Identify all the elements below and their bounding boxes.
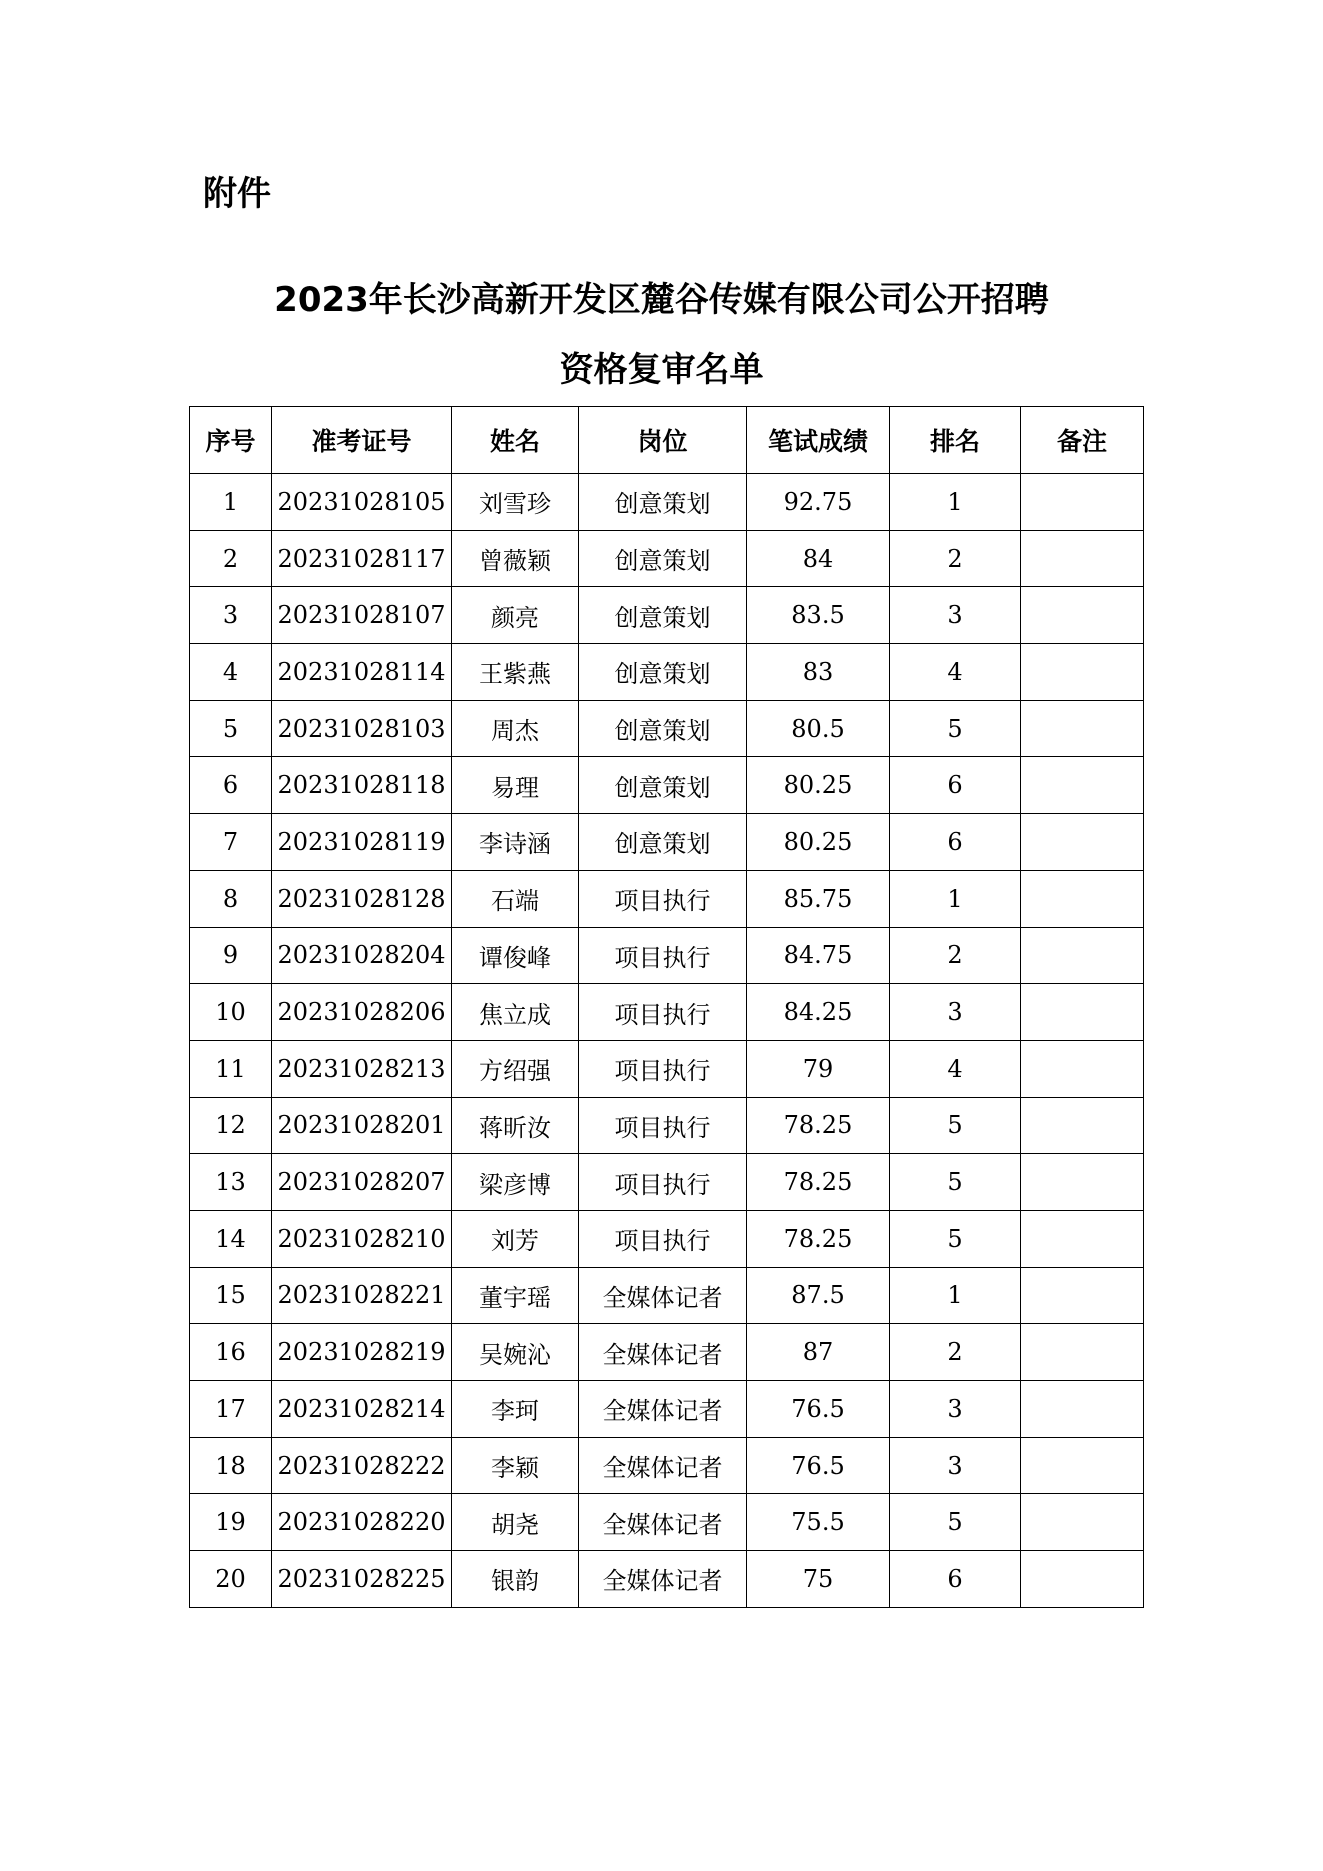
cell-seq: 18	[190, 1437, 272, 1494]
cell-exam-id: 20231028219	[272, 1324, 452, 1381]
table-row	[190, 644, 1144, 701]
table-row	[190, 984, 1144, 1041]
cell-score: 84.25	[747, 984, 890, 1041]
cell-name: 方绍强	[452, 1040, 579, 1097]
cell-note	[1021, 1040, 1144, 1097]
cell-name: 刘雪珍	[452, 474, 579, 531]
cell-exam-id: 20231028222	[272, 1437, 452, 1494]
cell-name: 周杰	[452, 700, 579, 757]
cell-score: 78.25	[747, 1097, 890, 1154]
cell-post: 项目执行	[579, 984, 747, 1041]
cell-seq: 2	[190, 530, 272, 587]
cell-score: 83.5	[747, 587, 890, 644]
cell-seq: 3	[190, 587, 272, 644]
cell-note	[1021, 1210, 1144, 1267]
cell-exam-id: 20231028105	[272, 474, 452, 531]
cell-seq: 6	[190, 757, 272, 814]
cell-exam-id: 20231028221	[272, 1267, 452, 1324]
column-header-score: 笔试成绩	[747, 407, 890, 474]
cell-seq: 12	[190, 1097, 272, 1154]
cell-exam-id: 20231028128	[272, 870, 452, 927]
table-row	[190, 530, 1144, 587]
document-subtitle: 资格复审名单	[559, 350, 764, 390]
cell-exam-id: 20231028220	[272, 1494, 452, 1551]
cell-note	[1021, 644, 1144, 701]
table-header-row	[190, 407, 1144, 474]
cell-rank: 6	[890, 1551, 1021, 1608]
cell-name: 李颖	[452, 1437, 579, 1494]
cell-score: 92.75	[747, 474, 890, 531]
column-header-name: 姓名	[452, 407, 579, 474]
cell-name: 谭俊峰	[452, 927, 579, 984]
cell-score: 80.25	[747, 814, 890, 871]
cell-rank: 5	[890, 1154, 1021, 1211]
cell-exam-id: 20231028114	[272, 644, 452, 701]
cell-exam-id: 20231028117	[272, 530, 452, 587]
cell-seq: 14	[190, 1210, 272, 1267]
table-row	[190, 1267, 1144, 1324]
cell-note	[1021, 1494, 1144, 1551]
cell-seq: 9	[190, 927, 272, 984]
cell-exam-id: 20231028207	[272, 1154, 452, 1211]
attachment-label: 附件	[203, 174, 271, 214]
cell-note	[1021, 1437, 1144, 1494]
cell-exam-id: 20231028201	[272, 1097, 452, 1154]
cell-note	[1021, 1381, 1144, 1438]
document-title: 2023年长沙高新开发区麓谷传媒有限公司公开招聘	[274, 280, 1049, 320]
cell-name: 王紫燕	[452, 644, 579, 701]
column-header-rank: 排名	[890, 407, 1021, 474]
table-row	[190, 1494, 1144, 1551]
cell-rank: 1	[890, 870, 1021, 927]
cell-rank: 1	[890, 1267, 1021, 1324]
cell-score: 84	[747, 530, 890, 587]
cell-note	[1021, 587, 1144, 644]
cell-note	[1021, 870, 1144, 927]
table-row	[190, 700, 1144, 757]
cell-name: 颜亮	[452, 587, 579, 644]
cell-score: 85.75	[747, 870, 890, 927]
table-row	[190, 814, 1144, 871]
cell-note	[1021, 757, 1144, 814]
cell-rank: 4	[890, 1040, 1021, 1097]
cell-name: 易理	[452, 757, 579, 814]
cell-seq: 11	[190, 1040, 272, 1097]
cell-exam-id: 20231028206	[272, 984, 452, 1041]
cell-post: 全媒体记者	[579, 1494, 747, 1551]
cell-name: 银韵	[452, 1551, 579, 1608]
cell-rank: 6	[890, 757, 1021, 814]
cell-post: 创意策划	[579, 757, 747, 814]
cell-post: 全媒体记者	[579, 1324, 747, 1381]
cell-exam-id: 20231028213	[272, 1040, 452, 1097]
cell-name: 胡尧	[452, 1494, 579, 1551]
cell-post: 创意策划	[579, 644, 747, 701]
cell-score: 87.5	[747, 1267, 890, 1324]
cell-seq: 17	[190, 1381, 272, 1438]
cell-post: 项目执行	[579, 1210, 747, 1267]
cell-rank: 4	[890, 644, 1021, 701]
cell-rank: 6	[890, 814, 1021, 871]
cell-post: 全媒体记者	[579, 1381, 747, 1438]
cell-note	[1021, 1551, 1144, 1608]
table-row	[190, 870, 1144, 927]
cell-rank: 5	[890, 700, 1021, 757]
cell-exam-id: 20231028214	[272, 1381, 452, 1438]
cell-name: 刘芳	[452, 1210, 579, 1267]
cell-exam-id: 20231028103	[272, 700, 452, 757]
table-row	[190, 1437, 1144, 1494]
cell-name: 李诗涵	[452, 814, 579, 871]
cell-name: 董宇瑶	[452, 1267, 579, 1324]
cell-name: 李珂	[452, 1381, 579, 1438]
table-row	[190, 1097, 1144, 1154]
cell-post: 创意策划	[579, 587, 747, 644]
cell-post: 项目执行	[579, 1097, 747, 1154]
cell-seq: 10	[190, 984, 272, 1041]
table-row	[190, 927, 1144, 984]
cell-rank: 1	[890, 474, 1021, 531]
cell-score: 78.25	[747, 1154, 890, 1211]
cell-note	[1021, 984, 1144, 1041]
cell-score: 79	[747, 1040, 890, 1097]
cell-seq: 20	[190, 1551, 272, 1608]
table-row	[190, 1210, 1144, 1267]
cell-exam-id: 20231028204	[272, 927, 452, 984]
cell-seq: 1	[190, 474, 272, 531]
cell-note	[1021, 530, 1144, 587]
cell-seq: 15	[190, 1267, 272, 1324]
cell-post: 全媒体记者	[579, 1267, 747, 1324]
cell-name: 梁彦博	[452, 1154, 579, 1211]
cell-note	[1021, 1324, 1144, 1381]
cell-rank: 3	[890, 587, 1021, 644]
column-header-post: 岗位	[579, 407, 747, 474]
cell-name: 石端	[452, 870, 579, 927]
table-row	[190, 1551, 1144, 1608]
cell-seq: 13	[190, 1154, 272, 1211]
cell-post: 全媒体记者	[579, 1437, 747, 1494]
cell-rank: 5	[890, 1097, 1021, 1154]
cell-note	[1021, 1267, 1144, 1324]
table-row	[190, 1154, 1144, 1211]
cell-seq: 4	[190, 644, 272, 701]
cell-score: 80.5	[747, 700, 890, 757]
table-row	[190, 1040, 1144, 1097]
cell-post: 项目执行	[579, 1154, 747, 1211]
cell-post: 全媒体记者	[579, 1551, 747, 1608]
cell-rank: 5	[890, 1210, 1021, 1267]
cell-post: 创意策划	[579, 474, 747, 531]
cell-score: 76.5	[747, 1437, 890, 1494]
cell-seq: 7	[190, 814, 272, 871]
cell-post: 项目执行	[579, 1040, 747, 1097]
cell-post: 创意策划	[579, 700, 747, 757]
table-row	[190, 587, 1144, 644]
cell-score: 75.5	[747, 1494, 890, 1551]
cell-exam-id: 20231028118	[272, 757, 452, 814]
cell-rank: 2	[890, 530, 1021, 587]
cell-exam-id: 20231028119	[272, 814, 452, 871]
cell-score: 84.75	[747, 927, 890, 984]
cell-note	[1021, 1154, 1144, 1211]
cell-exam-id: 20231028210	[272, 1210, 452, 1267]
cell-seq: 8	[190, 870, 272, 927]
cell-score: 80.25	[747, 757, 890, 814]
cell-name: 蒋昕汝	[452, 1097, 579, 1154]
cell-exam-id: 20231028225	[272, 1551, 452, 1608]
table-row	[190, 1324, 1144, 1381]
cell-post: 项目执行	[579, 927, 747, 984]
cell-note	[1021, 927, 1144, 984]
column-header-exam-id: 准考证号	[272, 407, 452, 474]
cell-note	[1021, 814, 1144, 871]
cell-seq: 16	[190, 1324, 272, 1381]
cell-note	[1021, 474, 1144, 531]
cell-post: 项目执行	[579, 870, 747, 927]
cell-name: 吴婉沁	[452, 1324, 579, 1381]
cell-score: 75	[747, 1551, 890, 1608]
column-header-seq: 序号	[190, 407, 272, 474]
cell-post: 创意策划	[579, 530, 747, 587]
cell-name: 焦立成	[452, 984, 579, 1041]
cell-note	[1021, 700, 1144, 757]
cell-score: 78.25	[747, 1210, 890, 1267]
candidate-table	[189, 406, 1144, 1608]
cell-rank: 3	[890, 1381, 1021, 1438]
table-row	[190, 474, 1144, 531]
cell-score: 87	[747, 1324, 890, 1381]
cell-name: 曾薇颖	[452, 530, 579, 587]
cell-seq: 5	[190, 700, 272, 757]
cell-note	[1021, 1097, 1144, 1154]
table-row	[190, 1381, 1144, 1438]
cell-rank: 3	[890, 1437, 1021, 1494]
cell-score: 83	[747, 644, 890, 701]
cell-exam-id: 20231028107	[272, 587, 452, 644]
cell-post: 创意策划	[579, 814, 747, 871]
cell-rank: 2	[890, 927, 1021, 984]
table-row	[190, 757, 1144, 814]
cell-score: 76.5	[747, 1381, 890, 1438]
cell-rank: 2	[890, 1324, 1021, 1381]
cell-rank: 5	[890, 1494, 1021, 1551]
column-header-note: 备注	[1021, 407, 1144, 474]
cell-rank: 3	[890, 984, 1021, 1041]
cell-seq: 19	[190, 1494, 272, 1551]
